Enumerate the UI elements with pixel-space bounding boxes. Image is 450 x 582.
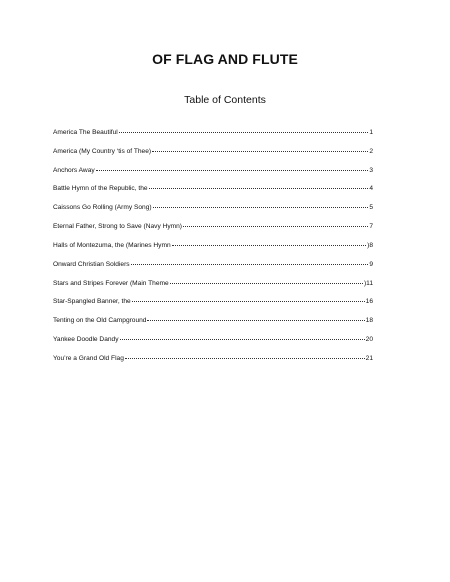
toc-dot-leader: [131, 264, 369, 265]
toc-page-number: 7: [369, 223, 373, 231]
toc-dot-leader: [125, 358, 365, 359]
toc-dot-leader: [147, 320, 364, 321]
toc-entry-title: Stars and Stripes Forever (Main Theme: [53, 279, 169, 287]
toc-entry-title: Battle Hymn of the Republic, the: [53, 185, 148, 193]
toc-entry: [53, 128, 373, 147]
toc-page-number: 4: [369, 185, 373, 193]
toc-dot-leader: [132, 301, 365, 302]
document-title: OF FLAG AND FLUTE: [152, 51, 298, 67]
toc-entry: [53, 166, 373, 185]
toc-page-number: 21: [365, 354, 373, 362]
toc-entry: [53, 279, 373, 298]
toc-dot-leader: [170, 283, 363, 284]
toc-page-number: 16: [365, 298, 373, 306]
table-of-contents: [53, 128, 373, 373]
toc-dot-leader: [183, 226, 368, 227]
toc-dot-leader: [120, 339, 365, 340]
toc-page-number: 3: [369, 166, 373, 174]
toc-entry-title: America The Beautiful: [53, 129, 118, 136]
toc-entry: [53, 147, 373, 166]
toc-entry-title: Caissons Go Rolling (Army Song): [53, 204, 152, 212]
toc-dot-leader: [172, 245, 366, 246]
toc-entry-title: Tenting on the Old Campground: [53, 317, 147, 325]
toc-page-number: )11: [363, 279, 373, 287]
toc-heading: Table of Contents: [184, 94, 266, 106]
toc-page-number: 2: [369, 147, 373, 155]
toc-entry-title: Onward Christian Soldiers: [53, 260, 130, 268]
toc-page-number: 9: [369, 260, 373, 268]
toc-entry: [53, 241, 373, 260]
toc-page-number: 20: [365, 336, 373, 344]
toc-entry-title: Star-Spangled Banner, the: [53, 298, 131, 306]
toc-page-number: 5: [369, 204, 373, 212]
toc-entry-title: Halls of Montezuma, the (Marines Hymn: [53, 241, 171, 249]
toc-entry-title: You’re a Grand Old Flag: [53, 354, 124, 362]
toc-entry: [53, 222, 373, 241]
toc-dot-leader: [152, 151, 368, 152]
toc-page-number: )8: [367, 241, 373, 249]
toc-page-number: 18: [365, 317, 373, 325]
toc-entry-title: America (My Country ‘tis of Thee): [53, 147, 152, 155]
toc-page-number: 1: [369, 129, 373, 136]
toc-dot-leader: [149, 188, 369, 189]
toc-entry: [53, 297, 373, 316]
toc-entry: [53, 203, 373, 222]
toc-entry: [53, 260, 373, 279]
toc-dot-leader: [96, 170, 369, 171]
toc-entry-title: Yankee Doodle Dandy: [53, 336, 119, 344]
toc-entry: [53, 335, 373, 354]
toc-entry: [53, 354, 373, 373]
toc-entry: [53, 184, 373, 203]
toc-entry: [53, 316, 373, 335]
toc-dot-leader: [153, 207, 369, 208]
toc-dot-leader: [119, 132, 369, 133]
toc-entry-title: Anchors Away: [53, 166, 95, 174]
toc-entry-title: Eternal Father, Strong to Save (Navy Hymn): [53, 223, 182, 231]
